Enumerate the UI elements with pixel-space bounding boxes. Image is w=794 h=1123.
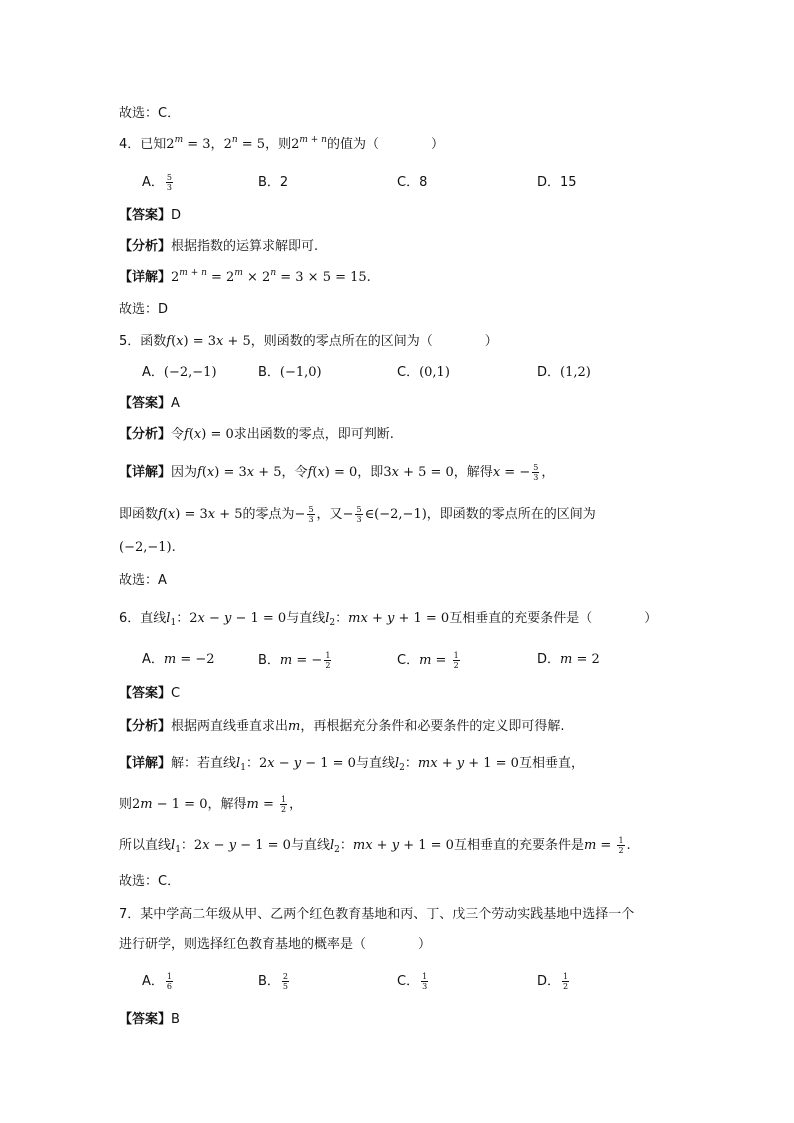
- q3-choice-line: 故选：C．: [119, 106, 181, 121]
- q4-stem: 4．已知$2^m = 3$，$2^n = 5$，则$2^{m + n}$的值为（ ）: [119, 135, 444, 152]
- q6-option-c[interactable]: C．m = $\frac{1}{2}$: [397, 651, 459, 670]
- q5-option-c[interactable]: C．(0,1): [397, 365, 450, 380]
- q6-answer: 【答案】C: [119, 686, 181, 701]
- q7-answer: 【答案】B: [119, 1012, 180, 1027]
- q5-option-b[interactable]: B．(−1,0): [258, 365, 322, 380]
- q5-option-a[interactable]: A．(−2,−1): [142, 365, 217, 380]
- q5-detail: 【详解】因为f(x) = 3x + 5，令f(x) = 0，即3x + 5 = 0，解得x = − $\frac{5}{3}$ ，: [119, 463, 555, 482]
- q4-option-b[interactable]: B．2: [258, 175, 289, 190]
- q6-option-d[interactable]: D．m = 2: [537, 652, 600, 667]
- q4-option-a[interactable]: A． $\frac{5}{3}$: [142, 173, 172, 192]
- q6-option-b[interactable]: B．m = − $\frac{1}{2}$: [258, 651, 331, 670]
- q6-option-a[interactable]: A．m = −2: [142, 652, 215, 667]
- q5-stem: 5．函数f(x) = 3x + 5，则函数的零点所在的区间为（ ）: [119, 334, 498, 349]
- q4-answer: 【答案】D: [119, 208, 182, 223]
- q4-detail-formula: $2^{m + n} = 2^m \times 2^n = 3 \times 5 = 15$.: [171, 268, 371, 285]
- q4-choice-line: 故选：D: [119, 302, 169, 317]
- q4-detail: 【详解】$2^{m + n} = 2^m \times 2^n = 3 \times 5 = 15$.: [119, 268, 371, 285]
- q7-option-c[interactable]: C． $\frac{1}{3}$: [397, 972, 428, 991]
- q7-option-d[interactable]: D． $\frac{1}{2}$: [537, 972, 569, 991]
- q6-detail-line3: 所以直线$l_1$：2x − y − 1 = 0与直线$l_2$：mx + y + 1 = 0互相垂直的充要条件是m = $\frac{1}{2}$ .: [119, 836, 631, 855]
- q7-option-b[interactable]: B． $\frac{2}{5}$: [258, 972, 289, 991]
- q5-detail-line2: 即函数f(x) = 3x + 5的零点为− $\frac{5}{3}$ ，又− $\frac{5}{3}$ ∈(−2,−1)，即函数的零点所在的区间为: [119, 505, 596, 524]
- q6-detail-line2: 则2m − 1 = 0，解得m = $\frac{1}{2}$ ，: [119, 795, 303, 814]
- q5-analysis: 【分析】令f(x) = 0求出函数的零点，即可判断.: [119, 427, 394, 442]
- q5-choice-line: 故选：A: [119, 573, 167, 588]
- q7-stem-line2: 进行研学，则选择红色教育基地的概率是（ ）: [119, 937, 432, 952]
- q5-option-d[interactable]: D．(1,2): [537, 365, 591, 380]
- q6-stem: 6．直线$l_1$：2x − y − 1 = 0与直线$l_2$：mx + y + 1 = 0互相垂直的充要条件是（ ）: [119, 611, 658, 628]
- q7-stem-line1: 7．某中学高二年级从甲、乙两个红色教育基地和丙、丁、戊三个劳动实践基地中选择一个: [119, 907, 635, 922]
- q4-analysis: 【分析】根据指数的运算求解即可.: [119, 239, 319, 254]
- q6-detail: 【详解】解：若直线$l_1$：2x − y − 1 = 0与直线$l_2$：mx + y + 1 = 0互相垂直，: [119, 756, 584, 773]
- q6-choice-line: 故选：C．: [119, 874, 181, 889]
- q6-analysis: 【分析】根据两直线垂直求出m，再根据充分条件和必要条件的定义即可得解.: [119, 719, 565, 734]
- q5-answer: 【答案】A: [119, 396, 180, 411]
- q4-option-c[interactable]: C．8: [397, 175, 428, 190]
- q5-detail-line3: (−2,−1).: [119, 540, 176, 555]
- q7-option-a[interactable]: A． $\frac{1}{6}$: [142, 972, 172, 991]
- q4-option-d[interactable]: D．15: [537, 175, 577, 190]
